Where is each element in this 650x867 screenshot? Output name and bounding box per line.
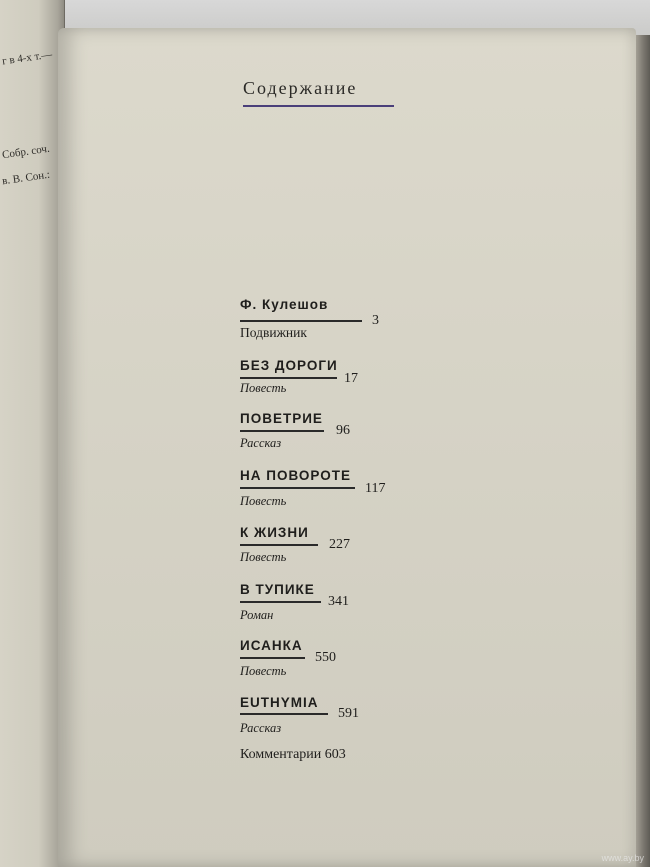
- entry-title: EUTHYMIA: [240, 695, 319, 710]
- left-page-text: в. В. Сон.:: [1, 168, 51, 188]
- comments-label: Комментарии: [240, 747, 322, 762]
- left-page-text: Собр. соч.: [1, 142, 51, 162]
- entry-genre: Повесть: [240, 381, 287, 395]
- page-number: 341: [328, 594, 349, 609]
- toc-entry-author: [240, 296, 379, 340]
- title-underline: [243, 105, 394, 107]
- entry-title: К ЖИЗНИ: [240, 525, 309, 540]
- page-number: 96: [336, 423, 350, 438]
- author-name: Ф. Кулешов: [240, 297, 329, 312]
- left-page-text: г в 4-х т.—: [1, 48, 53, 68]
- page-title: Содержание: [243, 78, 358, 98]
- entry-rule: [240, 601, 321, 603]
- toc-entry: [240, 357, 358, 395]
- entry-rule: [240, 320, 362, 322]
- entry-title: НА ПОВОРОТЕ: [240, 468, 351, 483]
- entry-rule: [240, 657, 305, 659]
- entry-rule: [240, 487, 355, 489]
- toc-entry: [240, 694, 359, 735]
- entry-title: БЕЗ ДОРОГИ: [240, 358, 338, 373]
- page-number: 550: [315, 650, 336, 665]
- entry-genre: Рассказ: [240, 436, 282, 450]
- entry-genre: Повесть: [240, 664, 287, 678]
- entry-rule: [240, 713, 328, 715]
- toc-entry: [240, 524, 350, 564]
- entry-title: В ТУПИКЕ: [240, 582, 315, 597]
- toc-entry: [240, 410, 350, 450]
- author-work: Подвижник: [240, 325, 307, 340]
- entry-rule: [240, 544, 318, 546]
- entry-rule: [240, 430, 324, 432]
- watermark: www.ay.by: [601, 853, 644, 863]
- entry-genre: Роман: [240, 608, 274, 622]
- page-number: 591: [338, 706, 359, 721]
- page-number: 603: [324, 747, 346, 762]
- toc-entry: [240, 637, 336, 678]
- toc-entry: [240, 467, 386, 508]
- page-number: 227: [329, 537, 350, 552]
- toc-entry-comments: [240, 747, 346, 763]
- page-number: 17: [344, 371, 358, 386]
- entry-genre: Повесть: [240, 550, 287, 564]
- entry-title: ПОВЕТРИЕ: [240, 411, 323, 426]
- page-number: 117: [365, 481, 386, 496]
- entry-genre: Повесть: [240, 494, 287, 508]
- entry-genre: Рассказ: [240, 721, 282, 735]
- left-page: [0, 0, 65, 867]
- contents-page: [58, 28, 636, 867]
- page-number: 3: [372, 313, 379, 328]
- entry-title: ИСАНКА: [240, 638, 303, 653]
- entry-rule: [240, 377, 337, 379]
- toc-entry: [240, 581, 349, 622]
